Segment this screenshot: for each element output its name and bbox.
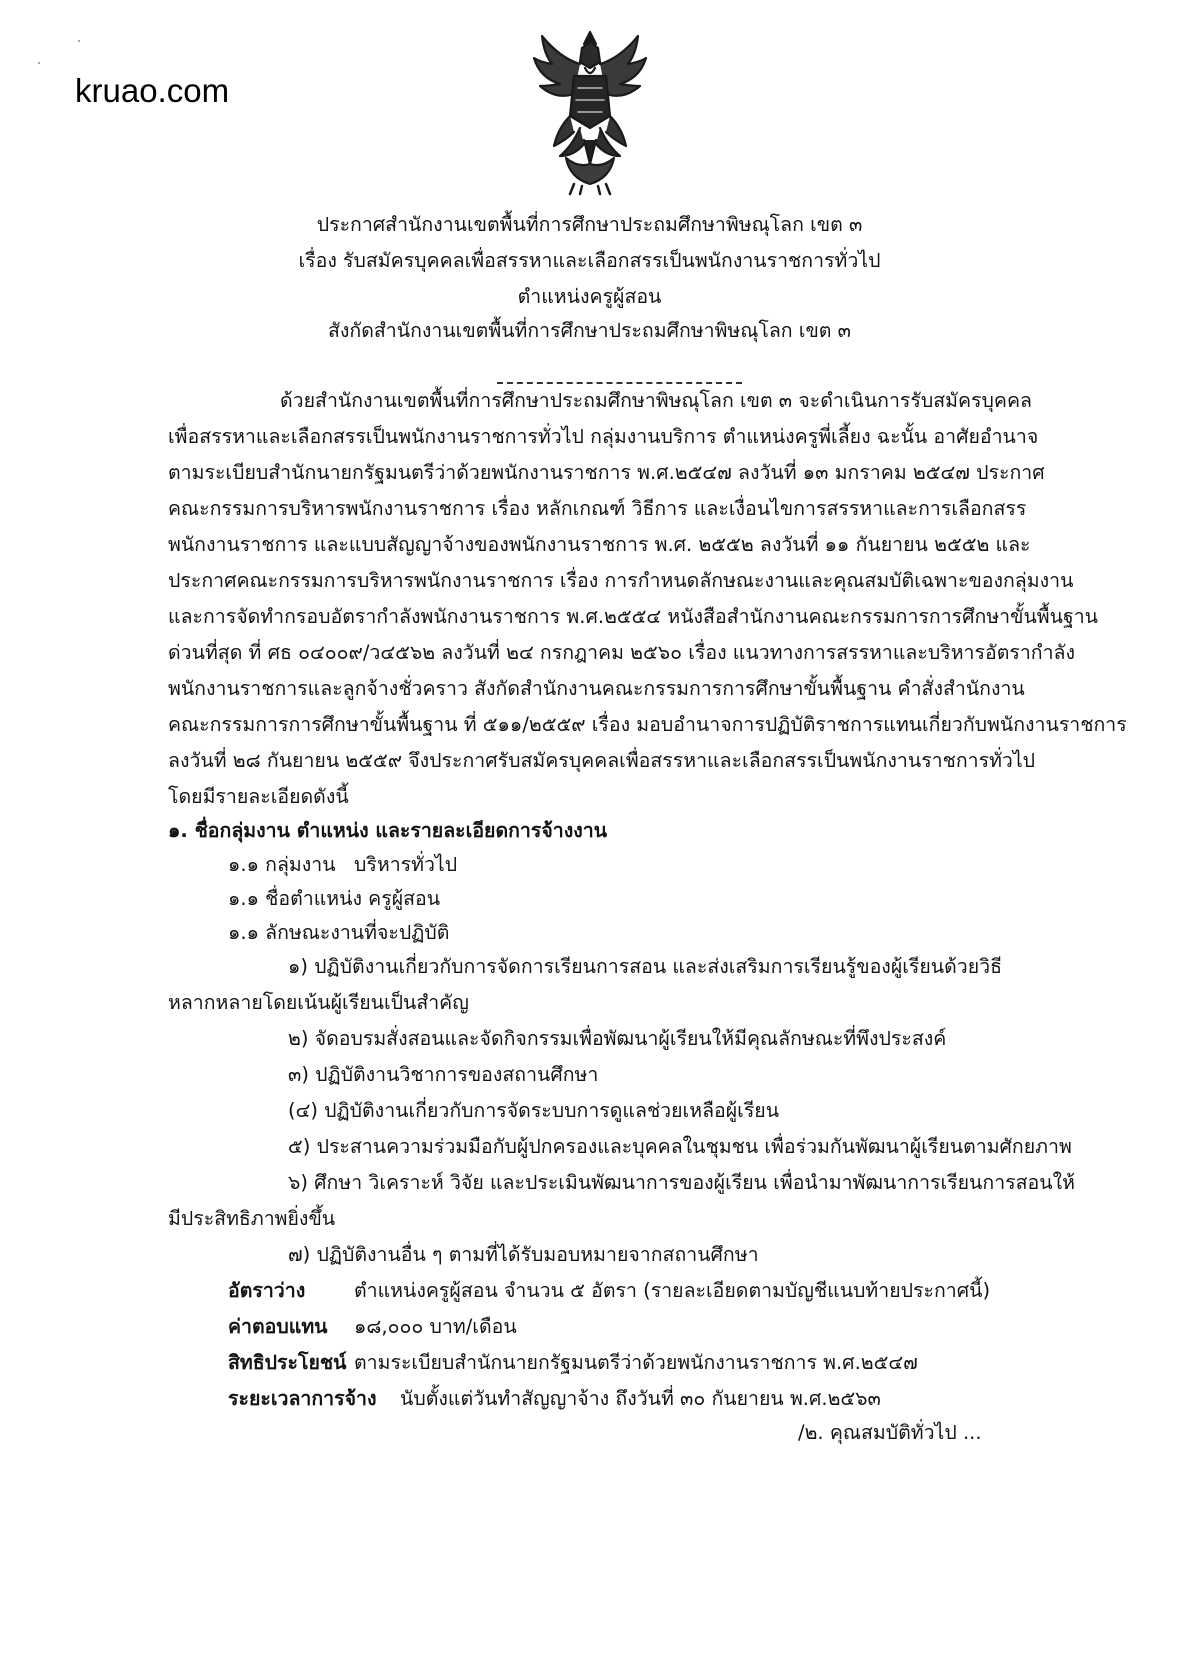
intro-line: คณะกรรมการบริหารพนักงานราชการ เรื่อง หลักเกณฑ์ วิธีการ และเงื่อนไขการสรรหาและการเลือกสรร (168, 497, 1027, 520)
group-label: ๑.๑ กลุ่มงาน (228, 853, 336, 876)
scan-speck (38, 62, 40, 64)
group-value: บริหารทั่วไป (354, 853, 458, 876)
duty-item: ๒) จัดอบรมสั่งสอนและจัดกิจกรรมเพื่อพัฒนาผู้เรียนให้มีคุณลักษณะที่พึงประสงค์ (288, 1027, 947, 1050)
duty-item-continuation: หลากหลายโดยเน้นผู้เรียนเป็นสำคัญ (168, 991, 469, 1014)
scan-speck (78, 40, 80, 42)
intro-line: ตามระเบียบสำนักนายกรัฐมนตรีว่าด้วยพนักงานราชการ พ.ศ.๒๕๔๗ ลงวันที่ ๑๓ มกราคม ๒๕๔๗ ประกาศ (168, 461, 1045, 484)
continued-marker: /๒. คุณสมบัติทั่วไป ... (798, 1421, 982, 1444)
intro-line: ประกาศคณะกรรมการบริหารพนักงานราชการ เรื่อง การกำหนดลักษณะงานและคุณสมบัติเฉพาะของกลุ่มงาน (168, 569, 1074, 592)
benefits-value: ตามระเบียบสำนักนายกรัฐมนตรีว่าด้วยพนักงานราชการ พ.ศ.๒๕๔๗ (354, 1351, 918, 1374)
intro-line: ด้วยสำนักงานเขตพื้นที่การศึกษาประถมศึกษาพิษณุโลก เขต ๓ จะดำเนินการรับสมัครบุคคล (280, 389, 1032, 412)
duty-item: ๗) ปฏิบัติงานอื่น ๆ ตามที่ได้รับมอบหมายจากสถานศึกษา (288, 1243, 759, 1266)
intro-line: พนักงานราชการ และแบบสัญญาจ้างของพนักงานราชการ พ.ศ. ๒๕๕๒ ลงวันที่ ๑๑ กันยายน ๒๕๕๒ และ (168, 533, 1031, 556)
vacancy-value: ตำแหน่งครูผู้สอน จำนวน ๕ อัตรา (รายละเอียดตามบัญชีแนบท้ายประกาศนี้) (354, 1279, 991, 1302)
intro-line: และการจัดทำกรอบอัตรากำลังพนักงานราชการ พ.ศ.๒๕๕๔ หนังสือสำนักงานคณะกรรมการการศึกษาขั้นพื้นฐาน (168, 605, 1099, 628)
intro-line: พนักงานราชการและลูกจ้างชั่วคราว สังกัดสำนักงานคณะกรรมการการศึกษาขั้นพื้นฐาน คำสั่งสำนักงาน (168, 677, 1025, 700)
garuda-emblem-icon (530, 28, 650, 196)
announcement-position: ตำแหน่งครูผู้สอน (517, 285, 662, 308)
intro-line: โดยมีรายละเอียดดังนี้ (168, 785, 349, 808)
salary-label: ค่าตอบแทน (228, 1315, 328, 1338)
employment-period-label: ระยะเวลาการจ้าง (228, 1387, 377, 1410)
vacancy-label: อัตราว่าง (228, 1279, 306, 1302)
header-divider (497, 382, 742, 384)
benefits-label: สิทธิประโยชน์ (228, 1351, 347, 1374)
salary-value: ๑๘,๐๐๐ บาท/เดือน (354, 1315, 517, 1338)
employment-period-value: นับตั้งแต่วันทำสัญญาจ้าง ถึงวันที่ ๓๐ กันยายน พ.ศ.๒๕๖๓ (400, 1387, 881, 1410)
announcement-affiliation: สังกัดสำนักงานเขตพื้นที่การศึกษาประถมศึกษาพิษณุโลก เขต ๓ (328, 319, 851, 342)
section-1-heading: ๑. ชื่อกลุ่มงาน ตำแหน่ง และรายละเอียดการจ้างงาน (168, 819, 608, 842)
intro-line: ด่วนที่สุด ที่ ศธ ๐๔๐๐๙/ว๔๕๖๒ ลงวันที่ ๒๔ กรกฎาคม ๒๕๖๐ เรื่อง แนวทางการสรรหาและบริหารอัตรากำลัง (168, 641, 1076, 664)
announcement-subject: เรื่อง รับสมัครบุคคลเพื่อสรรหาและเลือกสรรเป็นพนักงานราชการทั่วไป (298, 249, 881, 272)
duty-item: ๓) ปฏิบัติงานวิชาการของสถานศึกษา (288, 1063, 599, 1086)
watermark-text: kruao.com (75, 72, 230, 109)
duty-item: ๑) ปฏิบัติงานเกี่ยวกับการจัดการเรียนการสอน และส่งเสริมการเรียนรู้ของผู้เรียนด้วยวิธี (288, 955, 1003, 978)
duties-heading: ๑.๑ ลักษณะงานที่จะปฏิบัติ (228, 921, 450, 944)
duty-item: (๔) ปฏิบัติงานเกี่ยวกับการจัดระบบการดูแลช่วยเหลือผู้เรียน (288, 1099, 780, 1122)
duty-item-continuation: มีประสิทธิภาพยิ่งขึ้น (168, 1207, 336, 1230)
intro-line: ลงวันที่ ๒๘ กันยายน ๒๕๕๙ จึงประกาศรับสมัครบุคคลเพื่อสรรหาและเลือกสรรเป็นพนักงานราชการทั่วไป (168, 749, 1036, 772)
intro-line: เพื่อสรรหาและเลือกสรรเป็นพนักงานราชการทั่วไป กลุ่มงานบริการ ตำแหน่งครูพี่เลี้ยง ฉะนั้น อาศัยอำนาจ (168, 425, 1039, 448)
announcement-title: ประกาศสำนักงานเขตพื้นที่การศึกษาประถมศึกษาพิษณุโลก เขต ๓ (316, 213, 863, 236)
duty-item: ๕) ประสานความร่วมมือกับผู้ปกครองและบุคคลในชุมชน เพื่อร่วมกันพัฒนาผู้เรียนตามศักยภาพ (288, 1135, 1072, 1158)
intro-line: คณะกรรมการการศึกษาขั้นพื้นฐาน ที่ ๕๑๑/๒๕๕๙ เรื่อง มอบอำนาจการปฏิบัติราชการแทนเกี่ยวกับพนักงานราชการ (168, 713, 1127, 736)
position-line: ๑.๑ ชื่อตำแหน่ง ครูผู้สอน (228, 887, 441, 910)
duty-item: ๖) ศึกษา วิเคราะห์ วิจัย และประเมินพัฒนาการของผู้เรียน เพื่อนำมาพัฒนาการเรียนการสอนให้ (288, 1171, 1075, 1194)
